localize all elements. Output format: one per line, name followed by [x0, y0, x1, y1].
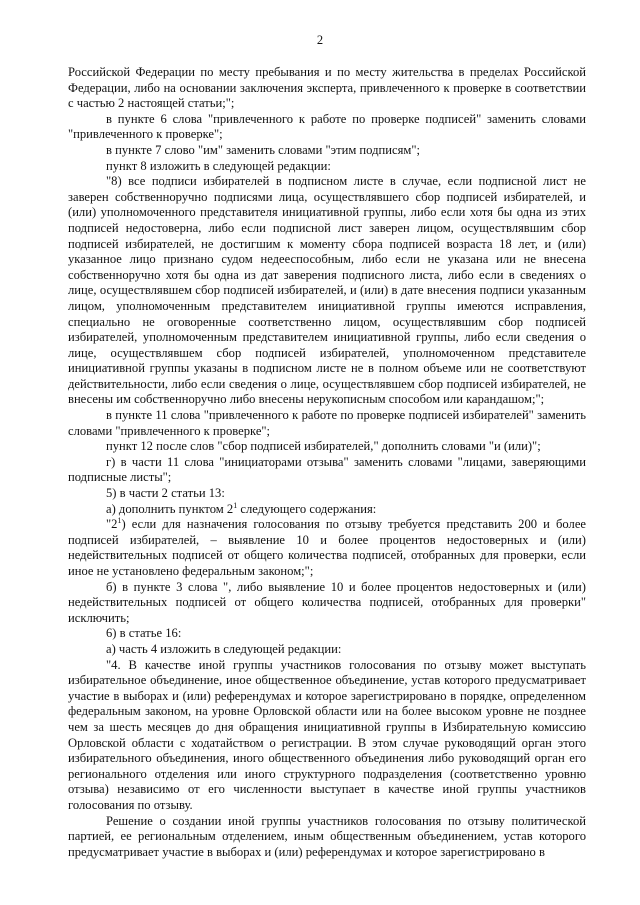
paragraph-11-after: ) если для назначения голосования по отзыву требуется представить 200 и более подписей избирателей, – выявление 10 и более процентов недостоверных и (или) недействительных подписей от общего количества подписей, отобранных для проверки, если иное не установлено федеральным законом;";	[68, 517, 586, 578]
paragraph-12: б) в пункте 3 слова ", либо выявление 10 и более процентов недостоверных и (или) недействительных подписей от общего количества подписей, отобранных для проверки" исключить;	[68, 579, 586, 625]
paragraph-14: а) часть 4 изложить в следующей редакции:	[106, 641, 342, 656]
paragraph-10-before: а) дополнить пунктом 2	[106, 501, 234, 516]
paragraph-10	[68, 502, 586, 518]
paragraph-13: 6) в статье 16:	[106, 626, 182, 641]
paragraph-8: г) в части 11 слова "инициаторами отзыва" заменить словами "лицами, заверяющими подписные листы";	[68, 454, 586, 485]
page-number: 2	[316, 33, 324, 47]
paragraph-15: "4. В качестве иной группы участников голосования по отзыву может выступать избирательное объединение, иное общественное объединение, устав которого предусматривает участие в выборах и (или) референдумах и которое зарегистрировано в порядке, определенном федеральным законом, на уровне Орловской области или на более высоком уровне не позднее чем за шесть месяцев до дня обращения инициативной группы в Избирательную комиссию Орловской области с ходатайством о регистрации. В этом случае руководящий орган этого избирательного объединения, иного общественного объединения либо руководящий орган его регионального отделения или иного структурного подразделения (соответственно уровню отзыва) независимо от его численности выступает в качестве иной группы участников голосования по отзыву.	[68, 657, 586, 812]
paragraph-11-before: "2	[106, 517, 118, 532]
paragraph-11	[68, 517, 586, 579]
paragraph-5: "8) все подписи избирателей в подписном листе в случае, если подписной лист не заверен собственноручно подписями лица, осуществлявшего сбор подписей избирателей, и (или) уполномоченного представителя инициативной группы, либо если хотя бы одна из этих подписей недостоверна, либо если подписной лист заверен лицом, осуществлявшим сбор подписей избирателей, не достигшим к моменту сбора подписей возраста 18 лет, и (или) указанное лицо признано судом недееспособным, либо если не указана или не внесена собственноручно хотя бы одна из дат заверения подписного листа, либо если в сведениях о лице, осуществлявшем сбор подписей избирателей, и (или) в дате внесения подписи указанным лицом, уполномоченным представителем инициативной группы имеются исправления, специально не оговоренные соответственно лицом, осуществлявшим сбор подписей избирателей, уполномоченным представителем инициативной группы, либо если сведения о лице, осуществлявшем сбор подписей избирателей, уполномоченном представителе инициативной группы указаны в подписном листе не в полном объеме или не соответствуют действительности, либо если сведения о лице, осуществлявшем сбор подписей избирателей, не внесены им собственноручно либо внесены нерукописным способом или карандашом;";	[68, 174, 586, 407]
paragraph-2: в пункте 6 слова "привлеченного к работе по проверке подписей" заменить словами "привлеченного к проверке";	[68, 111, 586, 142]
paragraph-1: Российской Федерации по месту пребывания и по месту жительства в пределах Российской Федерации, либо на основании заключения эксперта, привлеченного к проверке в соответствии с частью 2 настоящей статьи;";	[68, 65, 586, 111]
paragraph-9: 5) в части 2 статьи 13:	[106, 486, 225, 501]
paragraph-6: в пункте 11 слова "привлеченного к работе по проверке подписей избирателей" заменить словами "привлеченного к проверке";	[68, 408, 586, 438]
paragraph-3: в пункте 7 слово "им" заменить словами "этим подписям";	[106, 142, 420, 157]
paragraph-10-after: следующего содержания:	[237, 501, 377, 516]
paragraph-7: пункт 12 после слов "сбор подписей избирателей," дополнить словами "и (или)";	[106, 439, 541, 454]
document-body	[68, 65, 586, 860]
paragraph-4: пункт 8 изложить в следующей редакции:	[106, 158, 331, 173]
paragraph-11-superscript: 1	[117, 516, 122, 526]
paragraph-16: Решение о создании иной группы участников голосования по отзыву политической партией, ее региональным отделением, иным общественным объединением, устав которого предусматривает участие в выборах и (или) референдумах и которое зарегистрировано в	[68, 813, 586, 859]
paragraph-10-superscript: 1	[233, 500, 238, 510]
